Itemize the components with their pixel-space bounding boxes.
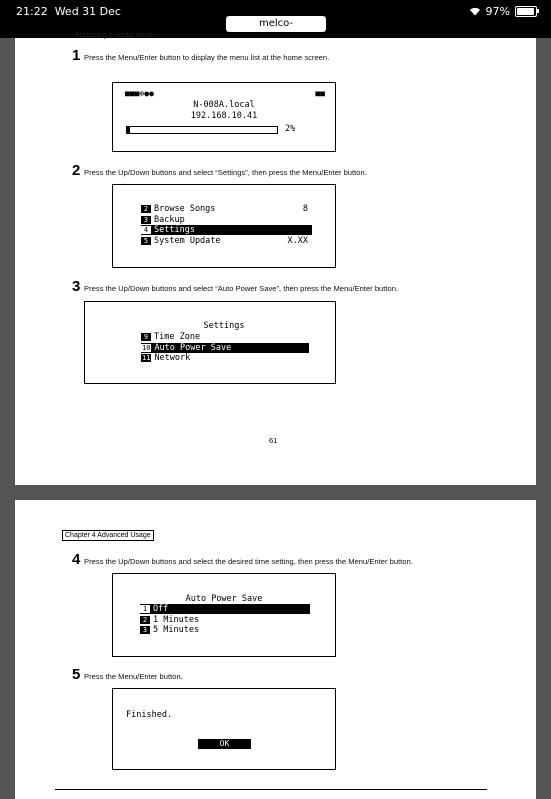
menu-item[interactable] xyxy=(141,343,309,353)
step-instruction: Press the Up/Down buttons and select “Auto Power Save”, then press the Menu/Enter button. xyxy=(84,284,399,293)
menu-item-number: 3 xyxy=(141,216,151,224)
hostname-text: N-008A.local xyxy=(193,100,255,110)
menu-item-label: Network xyxy=(154,353,191,363)
time-text: 21:22 xyxy=(16,5,48,18)
lcd-settings-screen xyxy=(84,301,336,384)
url-bar[interactable] xyxy=(226,16,326,32)
step-instruction: Press the Menu/Enter button to display the menu list at the home screen. xyxy=(84,53,330,62)
document-page-62 xyxy=(15,500,536,799)
menu-item[interactable] xyxy=(141,225,312,235)
lcd-title: Settings xyxy=(203,321,245,331)
step-2 xyxy=(72,162,367,179)
wifi-icon xyxy=(469,7,481,16)
menu-item-label: Backup xyxy=(154,214,185,225)
step-instruction: Press the Menu/Enter button. xyxy=(84,672,183,681)
cut-heading: Accessing a media server. xyxy=(75,32,157,39)
ok-button[interactable]: OK xyxy=(198,739,251,749)
menu-item-number: 2 xyxy=(141,205,151,213)
chapter-label: Chapter 4 Advanced Usage xyxy=(62,530,154,541)
date-text: Wed 31 Dec xyxy=(54,5,121,18)
lcd-auto-power-save-screen xyxy=(112,573,336,657)
status-right xyxy=(469,5,537,18)
lcd-home-screen xyxy=(112,82,336,152)
finished-message: Finished. xyxy=(126,710,173,720)
step-number: 5 xyxy=(72,666,81,683)
menu-item-label: 5 Minutes xyxy=(153,625,200,635)
menu-item[interactable] xyxy=(140,625,310,635)
menu-item-number: 5 xyxy=(141,237,151,245)
url-text: melco- xyxy=(258,18,294,29)
menu-item-label: Off xyxy=(153,604,169,614)
step-number: 3 xyxy=(72,278,81,295)
menu-item-value: X.XX xyxy=(287,235,308,246)
lcd-menu-screen xyxy=(112,184,336,268)
menu-item[interactable] xyxy=(141,332,309,342)
menu-item-number: 4 xyxy=(141,226,151,234)
step-number: 4 xyxy=(72,551,81,568)
menu-item[interactable] xyxy=(140,604,310,614)
menu-item[interactable] xyxy=(141,236,312,246)
menu-item-number: 11 xyxy=(142,354,151,362)
menu-item[interactable] xyxy=(141,204,312,214)
step-5 xyxy=(72,666,183,683)
progress-fill xyxy=(127,127,130,133)
menu-item-label: Browse Songs xyxy=(154,204,216,214)
progress-bar xyxy=(126,126,278,134)
step-3 xyxy=(72,278,398,295)
step-4 xyxy=(72,551,413,568)
menu-item[interactable] xyxy=(141,215,312,225)
menu-item-label: Time Zone xyxy=(154,332,201,342)
battery-fill xyxy=(517,8,534,15)
step-1 xyxy=(72,47,329,64)
lcd-title: Auto Power Save xyxy=(185,594,263,604)
step-number: 1 xyxy=(72,47,81,64)
step-instruction: Press the Up/Down buttons and select “Settings”, then press the Menu/Enter button. xyxy=(84,168,367,177)
menu-item-label: Settings xyxy=(154,225,195,235)
menu-item-value: 8 xyxy=(302,204,308,214)
status-time xyxy=(16,5,121,18)
menu-item-number: 10 xyxy=(142,343,151,352)
menu-item-number: 9 xyxy=(141,333,151,341)
menu-item[interactable] xyxy=(140,615,310,625)
page-number: 61 xyxy=(269,436,278,445)
battery-icon xyxy=(515,6,537,17)
divider xyxy=(55,789,487,790)
menu-item-number: 1 xyxy=(140,605,150,613)
menu-item-label: Auto Power Save xyxy=(154,342,232,353)
network-icons: ■■ xyxy=(315,89,325,98)
step-number: 2 xyxy=(72,162,81,179)
menu-item-number: 3 xyxy=(140,626,150,634)
menu-item-label: System Update xyxy=(154,235,221,246)
step-instruction: Press the Up/Down buttons and select the desired time setting, then press the Menu/Enter button. xyxy=(84,557,413,566)
status-icons: ■■■⊕●● xyxy=(125,89,154,98)
lcd-finished-screen xyxy=(112,688,336,770)
menu-item[interactable] xyxy=(141,353,309,363)
progress-label: 2% xyxy=(285,124,296,134)
battery-percent: 97% xyxy=(485,5,510,18)
document-page-61 xyxy=(15,32,536,485)
menu-item-label: 1 Minutes xyxy=(153,614,200,625)
menu-item-number: 2 xyxy=(140,616,150,624)
ip-address-text: 192.168.10.41 xyxy=(190,111,258,121)
